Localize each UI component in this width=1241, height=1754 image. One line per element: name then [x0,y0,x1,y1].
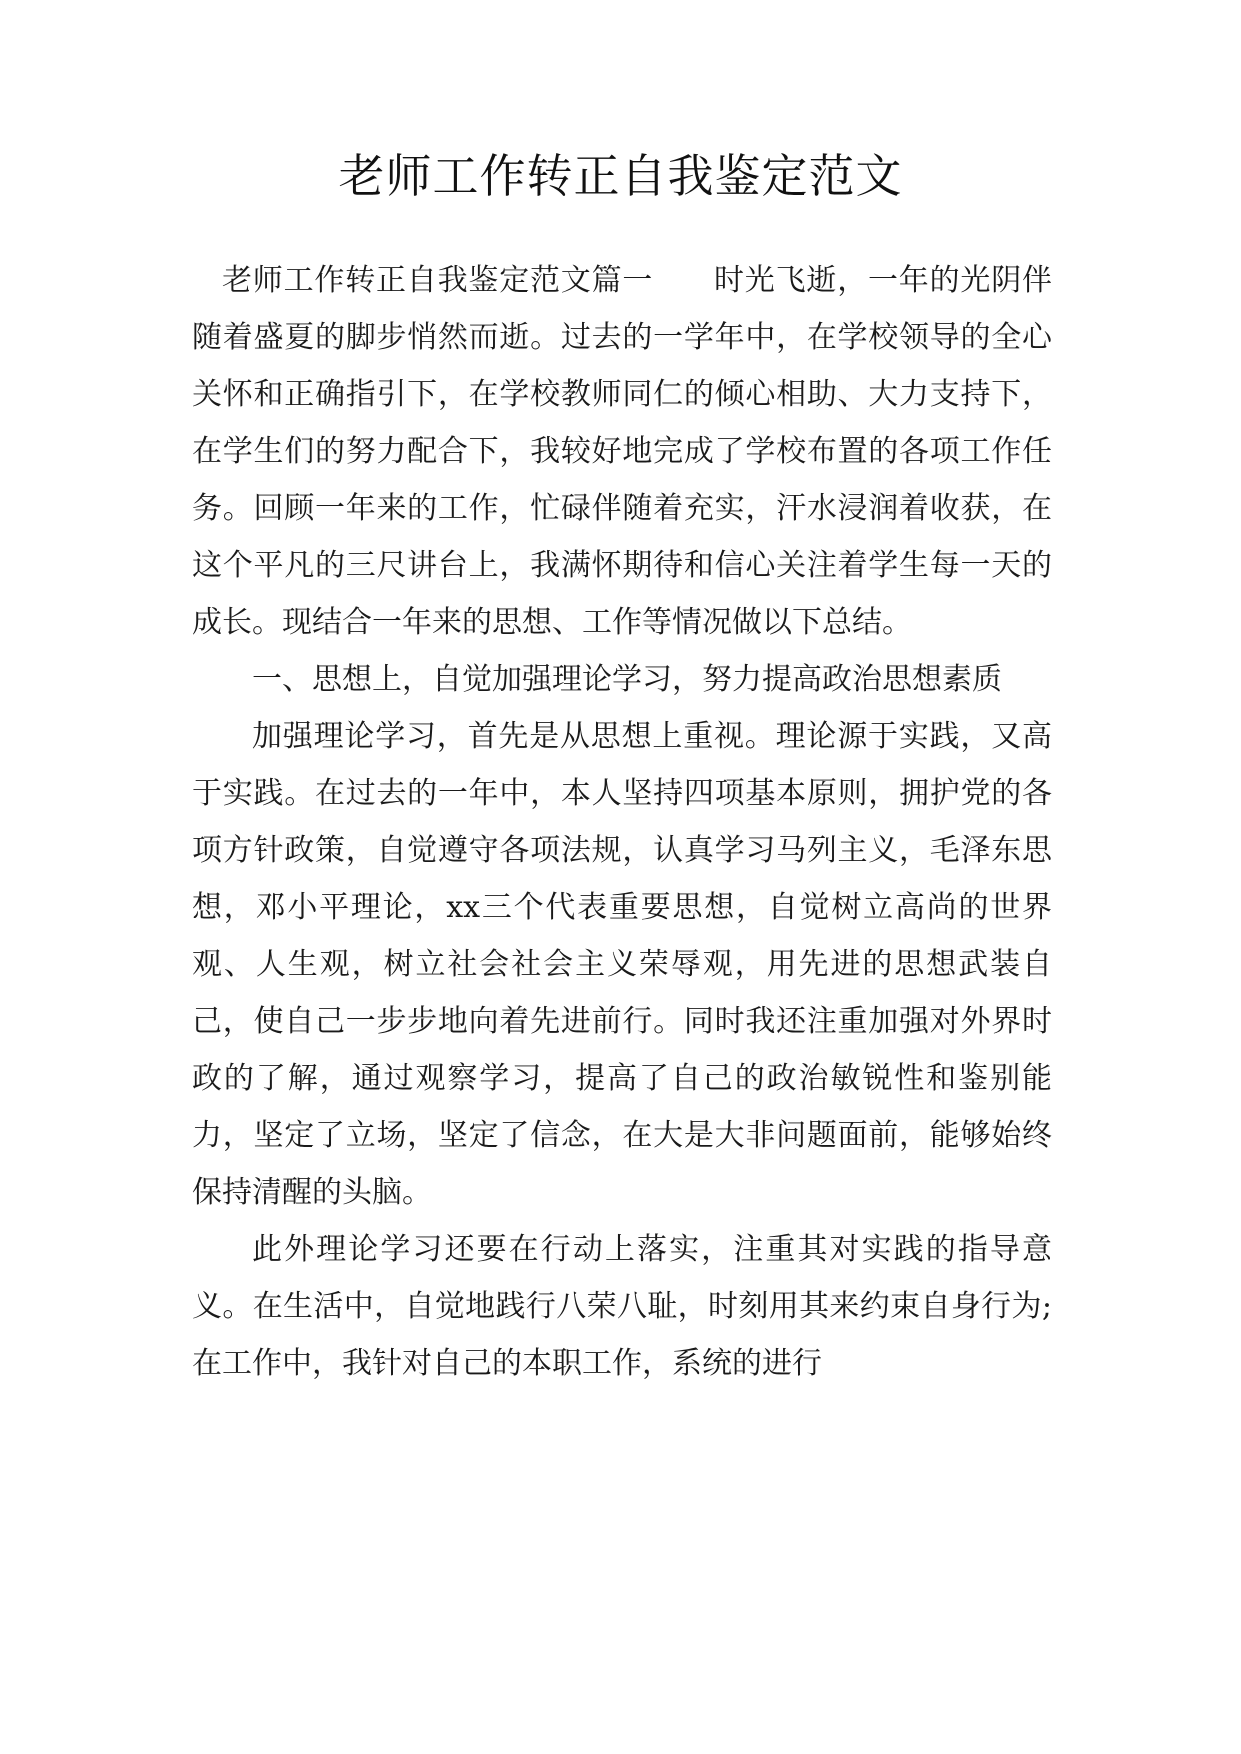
document-body [192,252,1052,1392]
intro-heading: 老师工作转正自我鉴定范文篇一 [222,263,654,298]
section-heading-1: 一、思想上，自觉加强理论学习，努力提高政治思想素质 [252,662,1002,697]
paragraph-theory-study: 加强理论学习，首先是从思想上重视。理论源于实践，又高于实践。在过去的一年中，本人坚持四项基本原则，拥护党的各项方针政策，自觉遵守各项法规，认真学习马列主义，毛泽东思想，邓小平理论，xx三个代表重要思想，自觉树立高尚的世界观、人生观，树立社会社会主义荣辱观，用先进的思想武装自己，使自己一步步地向着先进前行。同时我还注重加强对外界时政的了解，通过观察学习，提高了自己的政治敏锐性和鉴别能力，坚定了立场，坚定了信念，在大是大非问题面前，能够始终保持清醒的头脑。 [192,719,1052,1210]
intro-text: 时光飞逝，一年的光阴伴随着盛夏的脚步悄然而逝。过去的一学年中，在学校领导的全心关怀和正确指引下，在学校教师同仁的倾心相助、大力支持下，在学生们的努力配合下，我较好地完成了学校布置的各项工作任务。回顾一年来的工作，忙碌伴随着充实，汗水浸润着收获，在这个平凡的三尺讲台上，我满怀期待和信心关注着学生每一天的成长。现结合一年来的思想、工作等情况做以下总结。 [192,263,1053,640]
document-title: 老师工作转正自我鉴定范文 [338,149,903,203]
paragraph-practice: 此外理论学习还要在行动上落实，注重其对实践的指导意义。在生活中，自觉地践行八荣八耻，时刻用其来约束自身行为;在工作中，我针对自己的本职工作，系统的进行 [192,1232,1052,1381]
paragraph-intro [192,252,1052,651]
